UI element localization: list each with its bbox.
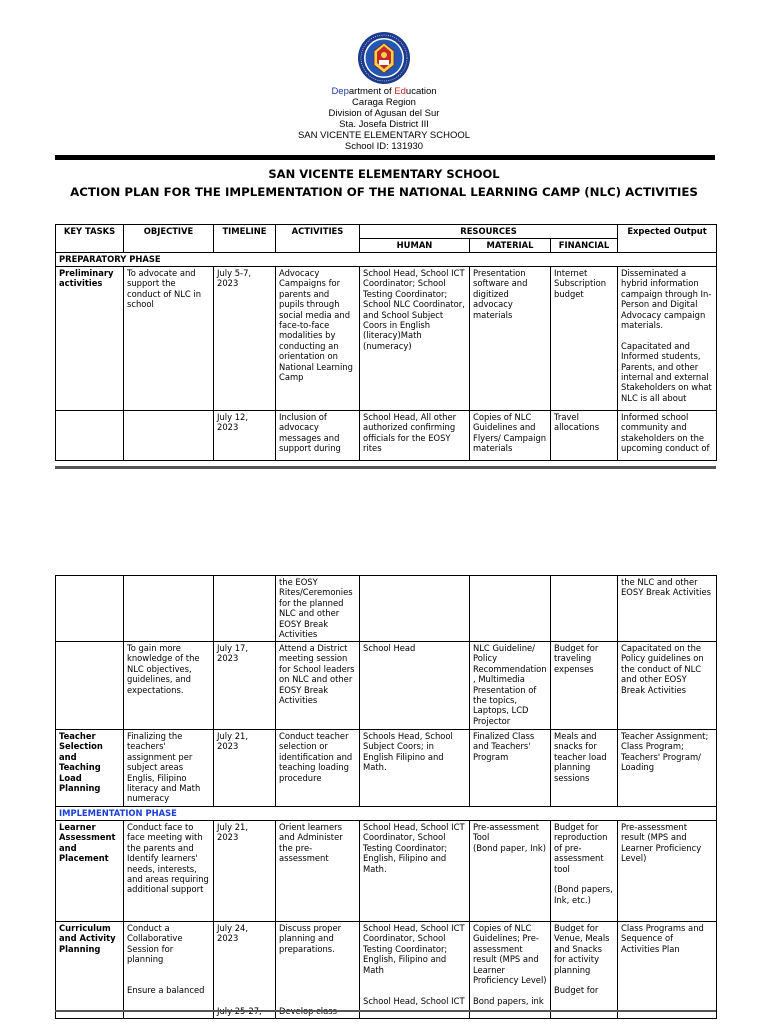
objective-cell: To gain more knowledge of the NLC objectives, guidelines, and expectations.	[124, 642, 214, 730]
table-row	[56, 730, 717, 807]
col-resources: RESOURCES	[360, 225, 618, 239]
objective-cell: Conduct face to face meeting with the parents and Identify learners' needs, interests, and areas requiring additional support	[124, 821, 214, 922]
material-cell: Copies of NLC Guidelines and Flyers/ Campaign materials	[470, 411, 551, 461]
material-cell	[470, 576, 551, 642]
objective-cell: Finalizing the teachers' assignment per subject areas Englis, Filipino literacy and Math numeracy	[124, 730, 214, 807]
material-cell: Pre-assessment Tool (Bond paper, Ink)	[470, 821, 551, 922]
school-line: SAN VICENTE ELEMENTARY SCHOOL	[297, 130, 471, 141]
timeline-cell: July 12, 2023	[214, 411, 276, 461]
deped-seal-logo	[357, 31, 411, 85]
material-cell: Copies of NLC Guidelines; Pre-assessment result (MPS and Learner Proficiency Level) Bond papers, ink	[470, 922, 551, 1019]
expected-cell: Pre-assessment result (MPS and Learner Proficiency Level)	[618, 821, 717, 922]
human-cell: School Head, School ICT Coordinator, School Testing Coordinator; English, Filipino and Math School Head, School ICT	[360, 922, 470, 1019]
expected-cell: the NLC and other EOSY Break Activities	[618, 576, 717, 642]
financial-cell: Travel allocations	[551, 411, 618, 461]
task-cell	[56, 642, 124, 730]
table-row	[56, 821, 717, 922]
col-key-tasks: KEY TASKS	[56, 225, 124, 253]
financial-cell: Budget for Venue, Meals and Snacks for activity planning Budget for	[551, 922, 618, 1019]
financial-cell: Internet Subscription budget	[551, 267, 618, 411]
material-cell: Finalized Class and Teachers' Program	[470, 730, 551, 807]
timeline-cell: July 5-7, 2023	[214, 267, 276, 411]
activities-cell: Discuss proper planning and preparations.	[276, 922, 360, 1019]
timeline-cell: July 17, 2023	[214, 642, 276, 730]
expected-cell: Teacher Assignment; Class Program; Teachers' Program/ Loading	[618, 730, 717, 807]
objective-cell: Conduct a Collaborative Session for planning Ensure a balanced	[124, 922, 214, 1019]
activities-cell: Inclusion of advocacy messages and support during	[276, 411, 360, 461]
material-cell: NLC Guideline/ Policy Recommendation , Multimedia Presentation of the topics, Laptops, LCD Projector	[470, 642, 551, 730]
human-cell: School Head, School ICT Coordinator; School Testing Coordinator; School NLC Coordinator, and School Subject Coors in English (literacy)Math (numeracy)	[360, 267, 470, 411]
human-cell: School Head, School ICT Coordinator, School Testing Coordinator; English, Filipino and Math.	[360, 821, 470, 922]
activities-cell: Advocacy Campaigns for parents and pupils through social media and face-to-face modalities by conducting an orientation on National Learning Camp	[276, 267, 360, 411]
human-cell: School Head	[360, 642, 470, 730]
school-id-line: School ID: 131930	[344, 141, 424, 152]
expected-cell: Informed school community and stakeholders on the upcoming conduct of	[618, 411, 717, 461]
task-cell: Preliminary activities	[56, 267, 124, 411]
task-cell	[56, 411, 124, 461]
col-expected-output: Expected Output	[618, 225, 717, 253]
action-plan-table-part1	[55, 224, 717, 461]
col-timeline: TIMELINE	[214, 225, 276, 253]
expected-cell: Class Programs and Sequence of Activities Plan	[618, 922, 717, 1019]
expected-cell: Capacitated on the Policy guidelines on the conduct of NLC and other EOSY Break Activities	[618, 642, 717, 730]
objective-cell	[124, 411, 214, 461]
task-cell: Teacher Selection and Teaching Load Planning	[56, 730, 124, 807]
phase-label: IMPLEMENTATION PHASE	[56, 807, 717, 821]
page-bottom-edge	[55, 1010, 716, 1012]
human-cell: School Head, All other authorized confirming officials for the EOSY rites	[360, 411, 470, 461]
timeline-cell: July 21, 2023	[214, 821, 276, 922]
header-row	[56, 225, 717, 239]
page-break-shadow	[55, 466, 716, 469]
human-cell: Schools Head, School Subject Coors; in English Filipino and Math.	[360, 730, 470, 807]
district-line: Sta. Josefa District III	[339, 119, 429, 130]
region-line: Caraga Region	[352, 97, 416, 108]
table-row	[56, 267, 717, 411]
action-plan-table-part2	[55, 575, 717, 1019]
phase-row	[56, 253, 717, 267]
action-plan-title: ACTION PLAN FOR THE IMPLEMENTATION OF THE NATIONAL LEARNING CAMP (NLC) ACTIVITIES	[70, 185, 698, 199]
timeline-cell: July 24, 2023	[214, 922, 276, 1019]
division-line: Division of Agusan del Sur	[328, 108, 440, 119]
material-cell: Presentation software and digitized advocacy materials	[470, 267, 551, 411]
phase-row	[56, 807, 717, 821]
task-cell: Learner Assessment and Placement	[56, 821, 124, 922]
human-cell	[360, 576, 470, 642]
financial-cell: Budget for reproduction of pre-assessment tool (Bond papers, Ink, etc.)	[551, 821, 618, 922]
activities-cell: Attend a District meeting session for School leaders on NLC and other EOSY Break Activities	[276, 642, 360, 730]
activities-cell: the EOSY Rites/Ceremonies for the planned NLC and other EOSY Break Activities	[276, 576, 360, 642]
phase-label: PREPARATORY PHASE	[56, 253, 717, 267]
timeline-cell	[214, 576, 276, 642]
financial-cell: Meals and snacks for teacher load planning sessions	[551, 730, 618, 807]
department-line: Department of Education	[331, 86, 437, 97]
financial-cell	[551, 576, 618, 642]
expected-cell: Disseminated a hybrid information campaign through In-Person and Digital Advocacy campaign materials. Capacitated and Informed students, Parents, and other internal and external Stakeholders on what NLC is all about	[618, 267, 717, 411]
task-cell	[56, 576, 124, 642]
task-cell: Curriculum and Activity Planning	[56, 922, 124, 1019]
activities-cell: Orient learners and Administer the pre-assessment	[276, 821, 360, 922]
col-objective: OBJECTIVE	[124, 225, 214, 253]
table-row	[56, 411, 717, 461]
table-row	[56, 642, 717, 730]
objective-cell	[124, 576, 214, 642]
financial-cell: Budget for traveling expenses	[551, 642, 618, 730]
timeline-cell: July 21, 2023	[214, 730, 276, 807]
objective-cell: To advocate and support the conduct of NLC in school	[124, 267, 214, 411]
table-row	[56, 576, 717, 642]
school-name-title: SAN VICENTE ELEMENTARY SCHOOL	[268, 167, 500, 181]
header-divider	[55, 155, 715, 160]
col-activities: ACTIVITIES	[276, 225, 360, 253]
table-row	[56, 922, 717, 1019]
col-material: MATERIAL	[470, 239, 551, 253]
col-human: HUMAN	[360, 239, 470, 253]
col-financial: FINANCIAL	[551, 239, 618, 253]
activities-cell: Conduct teacher selection or identification and teaching loading procedure	[276, 730, 360, 807]
